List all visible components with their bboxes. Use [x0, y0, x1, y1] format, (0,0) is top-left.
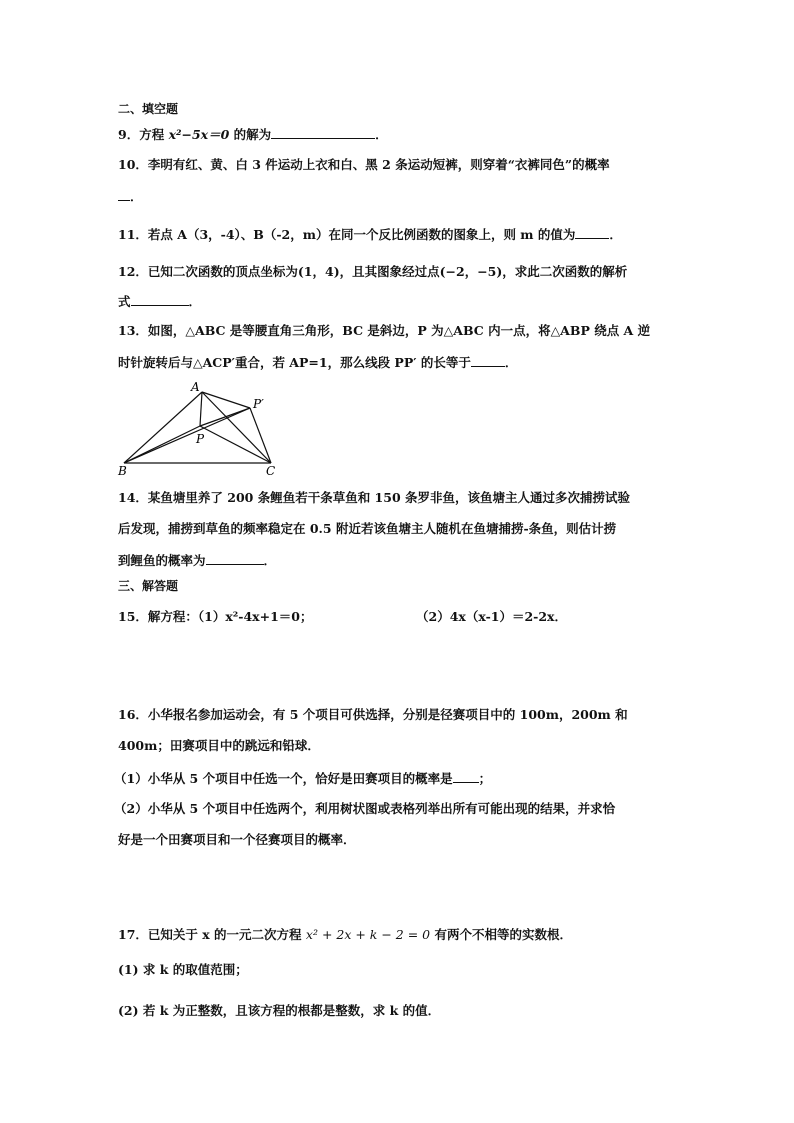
question-15-part2: （2）4x（x-1）＝2-2x． [416, 609, 568, 624]
section-fill-in-title: 二、填空题 [118, 102, 179, 116]
label-A: A [191, 380, 200, 394]
q11-suffix: ． [609, 227, 622, 242]
q12-answer-blank [131, 293, 189, 306]
question-16-sub2-line2: 好是一个田赛项目和一个径赛项目的概率． [118, 832, 356, 847]
figure-line-P-prime-C [250, 408, 271, 463]
figure-line-P-P-prime [200, 408, 250, 426]
label-C: C [266, 464, 276, 478]
q14-line3-text: 到鲤鱼的概率为 [118, 553, 206, 568]
q14-answer-blank [206, 552, 264, 565]
q17-prefix: 17．已知关于 x 的一元二次方程 [118, 927, 306, 942]
q11-answer-blank [575, 226, 609, 239]
q16-answer-blank [453, 770, 479, 783]
question-12-line1: 12．已知二次函数的顶点坐标为(1，4)，且其图象经过点(−2，−5)，求此二次函数的解析 [118, 264, 628, 279]
q17-suffix: 有两个不相等的实数根． [430, 927, 572, 942]
q11-text: 11．若点 A（3，-4）、B（-2，m）在同一个反比例函数的图象上，则 m 的值为 [118, 227, 576, 242]
question-16-line1: 16．小华报名参加运动会，有 5 个项目可供选择，分别是径赛项目中的 100m，200m 和 [118, 707, 628, 722]
question-16-line2: 400m；田赛项目中的跳远和铅球． [118, 738, 320, 753]
q17-equation: x² + 2x + k − 2 = 0 [305, 927, 431, 942]
question-13-line1: 13．如图，△ABC 是等腰直角三角形，BC 是斜边，P 为△ABC 内一点，将△ABP 绕点 A 逆 [118, 323, 651, 338]
question-14-line1: 14．某鱼塘里养了 200 条鲤鱼若干条草鱼和 150 条罗非鱼，该鱼塘主人通过多次捕捞试验 [118, 490, 630, 505]
q13-suffix: ． [504, 355, 518, 370]
q13-line2-text: 时针旋转后与△ACP′重合，若 AP=1，那么线段 PP′ 的长等于 [118, 355, 471, 370]
question-14-line2: 后发现，捕捞到草鱼的频率稳定在 0.5 附近若该鱼塘主人随机在鱼塘捕捞-条鱼，则估计捞 [118, 521, 617, 536]
q10-answer-blank [118, 188, 130, 201]
question-10-line1: 10．李明有红、黄、白 3 件运动上衣和白、黑 2 条运动短裤，则穿着“衣裤同色”的概率 [118, 157, 610, 172]
question-17 [118, 927, 572, 943]
label-B: B [118, 464, 127, 478]
section-answers-title: 三、解答题 [118, 579, 179, 593]
figure-line-PC [200, 426, 271, 463]
figure-line-BA [124, 392, 202, 463]
question-17-sub1: (1) 求 k 的取值范围； [118, 962, 248, 977]
question-15-part1: 15．解方程：（1）x²-4x+1＝0； [118, 609, 313, 624]
q9-equation: x²−5x＝0 [168, 127, 230, 142]
question-9 [118, 126, 388, 143]
question-14-line3 [118, 552, 276, 569]
question-16-sub2-line1: （2）小华从 5 个项目中任选两个，利用树状图或表格列举出所有可能出现的结果，并求恰 [114, 801, 616, 816]
q12-line2-text: 式 [118, 294, 131, 309]
q16-sub1-text: （1）小华从 5 个项目中任选一个，恰好是田赛项目的概率是 [114, 771, 453, 786]
q10-suffix: ． [130, 189, 143, 204]
q9-mid: 的解为 [229, 127, 272, 142]
q9-suffix: ． [375, 127, 388, 142]
q16-sub1-suffix: ； [478, 771, 492, 786]
q9-answer-blank [271, 126, 375, 139]
q9-prefix: 9．方程 [118, 127, 169, 142]
question-17-sub2: (2) 若 k 为正整数，且该方程的根都是整数，求 k 的值． [118, 1003, 441, 1018]
question-11 [118, 226, 622, 243]
label-P-prime: P′ [253, 397, 264, 411]
q14-suffix: ． [263, 553, 277, 568]
figure-line-BP-prime [124, 408, 250, 463]
q12-suffix: ． [188, 294, 202, 309]
question-10-line2 [118, 188, 143, 205]
question-16-sub1 [114, 770, 491, 787]
triangle-figure [116, 380, 286, 480]
figure-line-AP [200, 392, 202, 426]
question-12-line2 [118, 293, 201, 310]
question-13-line2 [118, 354, 517, 371]
q13-answer-blank [471, 354, 505, 367]
label-P: P [196, 432, 205, 446]
